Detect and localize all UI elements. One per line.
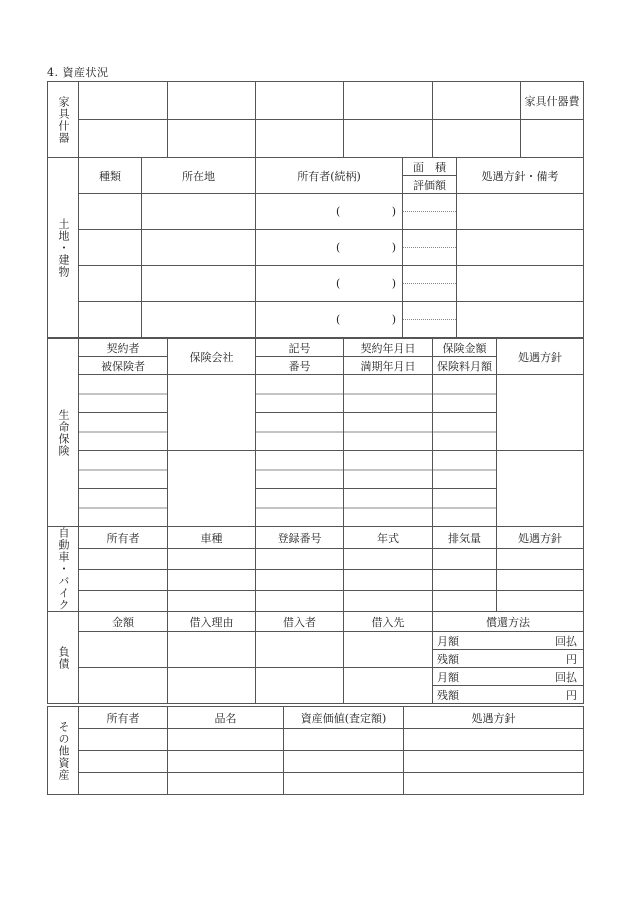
furniture-field[interactable] bbox=[256, 120, 344, 158]
debt-monthly-row[interactable] bbox=[433, 668, 584, 686]
land-field[interactable] bbox=[79, 302, 142, 338]
land-area-header: 面 積 bbox=[403, 158, 457, 176]
debt-balance-row[interactable] bbox=[433, 686, 584, 704]
vehicle-field[interactable] bbox=[256, 570, 344, 591]
other-label: その他資産 bbox=[57, 720, 70, 781]
land-field[interactable] bbox=[457, 194, 584, 230]
other-policy-header: 処遇方針 bbox=[404, 707, 584, 729]
other-field[interactable] bbox=[404, 773, 584, 795]
furniture-field[interactable] bbox=[344, 82, 433, 120]
land-area-field[interactable] bbox=[403, 194, 457, 230]
paren-close: ) bbox=[391, 277, 396, 290]
monthly-label: 月額 bbox=[437, 634, 459, 648]
life-premium-header: 保険料月額 bbox=[433, 357, 497, 375]
other-field[interactable] bbox=[284, 729, 404, 751]
life-field[interactable] bbox=[256, 489, 344, 527]
life-label: 生命保険 bbox=[57, 408, 70, 457]
life-field[interactable] bbox=[344, 375, 433, 413]
debt-field[interactable] bbox=[256, 668, 344, 704]
life-field[interactable] bbox=[79, 451, 168, 489]
land-label: 土地・建物 bbox=[57, 217, 70, 278]
life-field[interactable] bbox=[433, 451, 497, 489]
vehicle-label: 自動車・バイク bbox=[57, 527, 70, 611]
life-policy-header: 処遇方針 bbox=[497, 339, 584, 375]
furniture-label: 家具什器 bbox=[57, 95, 70, 144]
land-area-field[interactable] bbox=[403, 230, 457, 266]
other-item-header: 品名 bbox=[168, 707, 284, 729]
life-insurance-section bbox=[47, 338, 583, 527]
other-assets-section bbox=[47, 706, 583, 795]
vehicle-section bbox=[47, 526, 583, 612]
life-field[interactable] bbox=[497, 375, 584, 451]
debt-reason-header: 借入理由 bbox=[168, 612, 256, 632]
land-field[interactable] bbox=[142, 302, 256, 338]
life-field[interactable] bbox=[168, 451, 256, 527]
land-field[interactable] bbox=[79, 230, 142, 266]
life-contract-date-header: 契約年月日 bbox=[344, 339, 433, 357]
furniture-field[interactable] bbox=[168, 120, 256, 158]
paren-open: ( bbox=[336, 277, 341, 290]
debt-borrower-header: 借入者 bbox=[256, 612, 344, 632]
vehicle-field[interactable] bbox=[256, 591, 344, 612]
vehicle-field[interactable] bbox=[79, 549, 168, 570]
vehicle-field[interactable] bbox=[79, 591, 168, 612]
vehicle-field[interactable] bbox=[168, 591, 256, 612]
debt-field[interactable] bbox=[344, 668, 433, 704]
vehicle-field[interactable] bbox=[344, 570, 433, 591]
land-valuation-header: 評価額 bbox=[403, 176, 457, 194]
debt-repayment-header: 償還方法 bbox=[433, 612, 584, 632]
other-field[interactable] bbox=[404, 751, 584, 773]
paren-open: ( bbox=[336, 313, 341, 326]
furniture-label-cell bbox=[48, 82, 79, 158]
life-field[interactable] bbox=[168, 375, 256, 451]
debt-lender-header: 借入先 bbox=[344, 612, 433, 632]
other-label-cell bbox=[48, 707, 79, 795]
vehicle-field[interactable] bbox=[433, 570, 497, 591]
vehicle-label-cell bbox=[48, 527, 79, 612]
life-number-header: 番号 bbox=[256, 357, 344, 375]
land-field[interactable] bbox=[79, 194, 142, 230]
paren-close: ) bbox=[391, 313, 396, 326]
life-field[interactable] bbox=[433, 489, 497, 527]
life-contractor-header: 契約者 bbox=[79, 339, 168, 357]
vehicle-field[interactable] bbox=[433, 591, 497, 612]
life-field[interactable] bbox=[79, 413, 168, 451]
paren-close: ) bbox=[391, 241, 396, 254]
paren-open: ( bbox=[336, 241, 341, 254]
vehicle-field[interactable] bbox=[497, 549, 584, 570]
balance-label: 残額 bbox=[437, 652, 459, 666]
life-symbol-header: 記号 bbox=[256, 339, 344, 357]
vehicle-model-header: 車種 bbox=[168, 527, 256, 549]
land-field[interactable] bbox=[79, 266, 142, 302]
land-owner-field[interactable] bbox=[256, 302, 403, 338]
life-field[interactable] bbox=[256, 375, 344, 413]
other-field[interactable] bbox=[79, 751, 168, 773]
debt-field[interactable] bbox=[256, 632, 344, 668]
vehicle-field[interactable] bbox=[168, 570, 256, 591]
paren-close: ) bbox=[391, 205, 396, 218]
land-field[interactable] bbox=[142, 230, 256, 266]
other-field[interactable] bbox=[168, 773, 284, 795]
furniture-field[interactable] bbox=[344, 120, 433, 158]
life-field[interactable] bbox=[256, 451, 344, 489]
land-area-field[interactable] bbox=[403, 266, 457, 302]
land-section bbox=[47, 157, 583, 338]
debt-field[interactable] bbox=[168, 668, 256, 704]
times-label: 回払 bbox=[555, 670, 577, 684]
other-field[interactable] bbox=[79, 773, 168, 795]
furniture-field[interactable] bbox=[79, 120, 168, 158]
paren-open: ( bbox=[336, 205, 341, 218]
land-field[interactable] bbox=[457, 230, 584, 266]
life-field[interactable] bbox=[433, 375, 497, 413]
vehicle-policy-header: 処遇方針 bbox=[497, 527, 584, 549]
debt-label: 負債 bbox=[57, 645, 70, 670]
life-field[interactable] bbox=[256, 413, 344, 451]
debt-balance-row[interactable] bbox=[433, 650, 584, 668]
other-field[interactable] bbox=[284, 773, 404, 795]
life-field[interactable] bbox=[344, 489, 433, 527]
furniture-section bbox=[47, 81, 583, 158]
other-field[interactable] bbox=[79, 729, 168, 751]
life-maturity-date-header: 満期年月日 bbox=[344, 357, 433, 375]
other-field[interactable] bbox=[168, 751, 284, 773]
other-field[interactable] bbox=[284, 751, 404, 773]
life-company-header: 保険会社 bbox=[168, 339, 256, 375]
life-insured-header: 被保険者 bbox=[79, 357, 168, 375]
life-field[interactable] bbox=[79, 489, 168, 527]
section-title: 4. 資産状況 bbox=[47, 66, 109, 79]
furniture-cost-field[interactable] bbox=[521, 120, 584, 158]
monthly-label: 月額 bbox=[437, 670, 459, 684]
furniture-field[interactable] bbox=[79, 82, 168, 120]
land-location-header: 所在地 bbox=[142, 158, 256, 194]
life-label-cell bbox=[48, 339, 79, 527]
debt-amount-header: 金額 bbox=[79, 612, 168, 632]
furniture-cost-header: 家具什器費 bbox=[521, 82, 584, 120]
land-kind-header: 種類 bbox=[79, 158, 142, 194]
life-amount-header: 保険金額 bbox=[433, 339, 497, 357]
life-field[interactable] bbox=[344, 451, 433, 489]
furniture-field[interactable] bbox=[433, 120, 521, 158]
land-owner-header: 所有者(続柄) bbox=[256, 158, 403, 194]
other-owner-header: 所有者 bbox=[79, 707, 168, 729]
balance-label: 残額 bbox=[437, 688, 459, 702]
other-field[interactable] bbox=[404, 729, 584, 751]
land-area-field[interactable] bbox=[403, 302, 457, 338]
debt-field[interactable] bbox=[79, 668, 168, 704]
life-field[interactable] bbox=[433, 413, 497, 451]
land-owner-field[interactable] bbox=[256, 230, 403, 266]
yen-label: 円 bbox=[566, 652, 577, 666]
vehicle-field[interactable] bbox=[344, 549, 433, 570]
other-field[interactable] bbox=[168, 729, 284, 751]
debt-field[interactable] bbox=[168, 632, 256, 668]
vehicle-field[interactable] bbox=[497, 570, 584, 591]
yen-label: 円 bbox=[566, 688, 577, 702]
land-owner-field[interactable] bbox=[256, 194, 403, 230]
life-field[interactable] bbox=[344, 413, 433, 451]
land-field[interactable] bbox=[457, 302, 584, 338]
land-field[interactable] bbox=[142, 266, 256, 302]
furniture-field[interactable] bbox=[168, 82, 256, 120]
vehicle-field[interactable] bbox=[168, 549, 256, 570]
vehicle-field[interactable] bbox=[433, 549, 497, 570]
land-label-cell bbox=[48, 158, 79, 338]
land-field[interactable] bbox=[142, 194, 256, 230]
debt-label-cell bbox=[48, 612, 79, 704]
land-policy-header: 処遇方針・備考 bbox=[457, 158, 584, 194]
land-owner-field[interactable] bbox=[256, 266, 403, 302]
vehicle-owner-header: 所有者 bbox=[79, 527, 168, 549]
debt-field[interactable] bbox=[344, 632, 433, 668]
vehicle-reg-header: 登録番号 bbox=[256, 527, 344, 549]
debt-monthly-row[interactable] bbox=[433, 632, 584, 650]
vehicle-field[interactable] bbox=[256, 549, 344, 570]
debt-field[interactable] bbox=[79, 632, 168, 668]
life-field[interactable] bbox=[497, 451, 584, 527]
life-field[interactable] bbox=[79, 375, 168, 413]
times-label: 回払 bbox=[555, 634, 577, 648]
debt-section bbox=[47, 611, 583, 704]
other-value-header: 資産価値(査定額) bbox=[284, 707, 404, 729]
vehicle-year-header: 年式 bbox=[344, 527, 433, 549]
vehicle-field[interactable] bbox=[79, 570, 168, 591]
vehicle-field[interactable] bbox=[497, 591, 584, 612]
land-field[interactable] bbox=[457, 266, 584, 302]
furniture-field[interactable] bbox=[256, 82, 344, 120]
furniture-field[interactable] bbox=[433, 82, 521, 120]
vehicle-cc-header: 排気量 bbox=[433, 527, 497, 549]
vehicle-field[interactable] bbox=[344, 591, 433, 612]
